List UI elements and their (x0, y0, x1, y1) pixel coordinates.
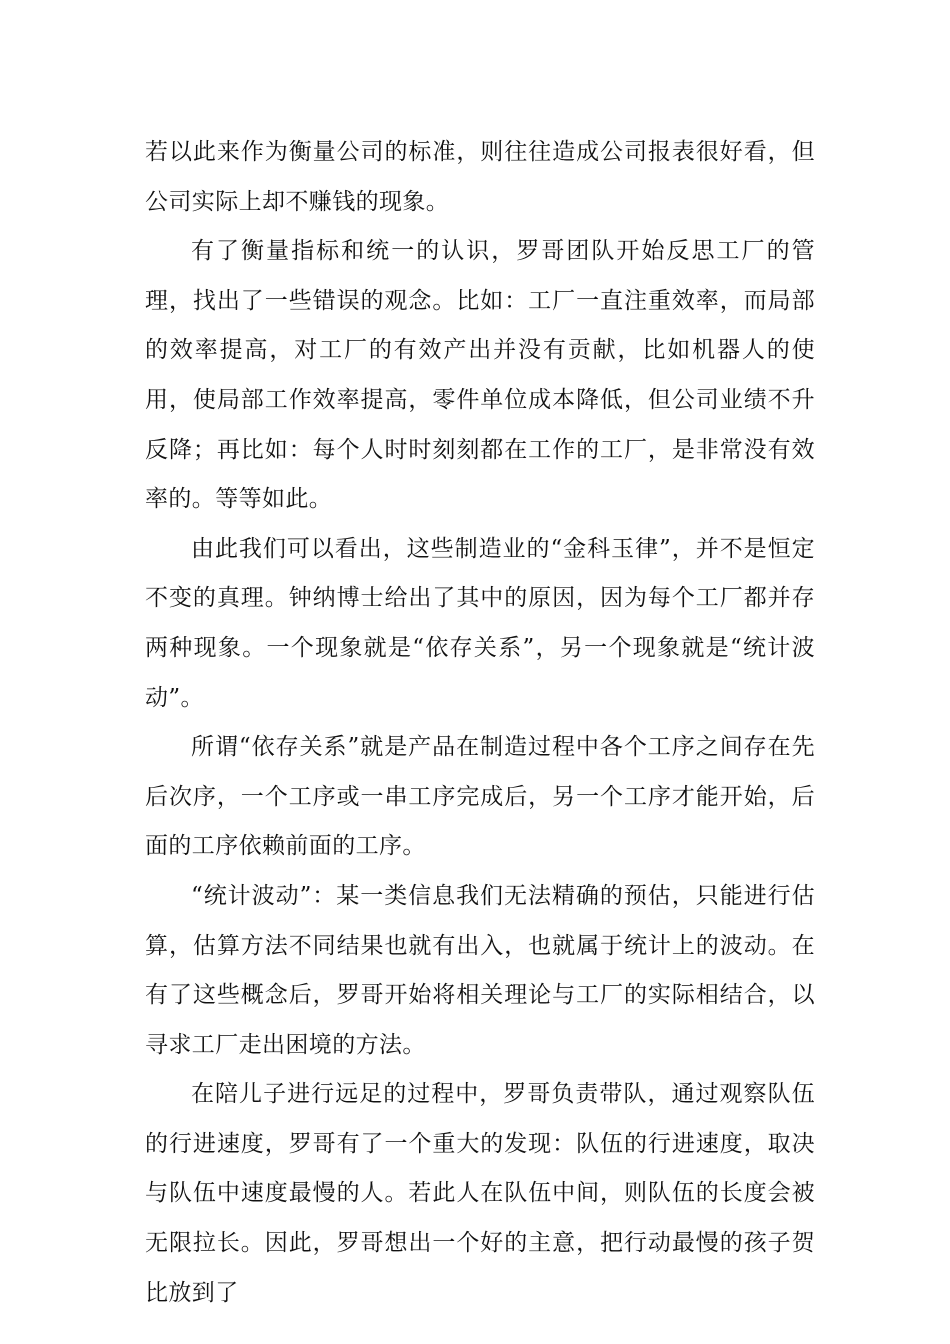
document-body (145, 128, 815, 1318)
paragraph-2: 有了衡量指标和统一的认识，罗哥团队开始反思工厂的管理，找出了一些错误的观念。比如：工厂一直注重效率，而局部的效率提高，对工厂的有效产出并没有贡献，比如机器人的使用，使局部工作效率提高，零件单位成本降低，但公司业绩不升反降；再比如：每个人时时刻刻都在工作的工厂，是非常没有效率的。等等如此。 (145, 238, 815, 513)
paragraph-1: 若以此来作为衡量公司的标准，则往往造成公司报表很好看，但公司实际上却不赚钱的现象。 (145, 139, 815, 215)
paragraph-5: “统计波动”：某一类信息我们无法精确的预估，只能进行估算，估算方法不同结果也就有出入，也就属于统计上的波动。在有了这些概念后，罗哥开始将相关理论与工厂的实际相结合，以寻求工厂走出困境的方法。 (145, 882, 815, 1058)
paragraph-3: 由此我们可以看出，这些制造业的“金科玉律”，并不是恒定不变的真理。钟纳博士给出了其中的原因，因为每个工厂都并存两种现象。一个现象就是“依存关系”，另一个现象就是“统计波动”。 (145, 535, 815, 711)
paragraph-4: 所谓“依存关系”就是产品在制造过程中各个工序之间存在先后次序，一个工序或一串工序完成后，另一个工序才能开始，后面的工序依赖前面的工序。 (145, 734, 815, 860)
paragraph-6: 在陪儿子进行远足的过程中，罗哥负责带队，通过观察队伍的行进速度，罗哥有了一个重大的发现：队伍的行进速度，取决与队伍中速度最慢的人。若此人在队伍中间，则队伍的长度会被无限拉长。因此，罗哥想出一个好的主意，把行动最慢的孩子贺比放到了 (145, 1081, 815, 1306)
